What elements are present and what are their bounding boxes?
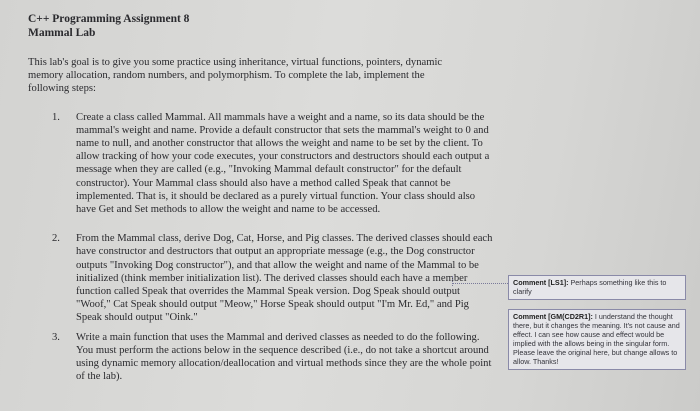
step-3-text: Write a main function that uses the Mammal and derived classes as needed to do the following. You must perform the actions below in the sequence described (i.e., do not take a shortcut around using dynamic memory allocation/deallocation and virtual methods since they are the whole point of the lab). <box>76 331 492 383</box>
step-2-number: 2. <box>52 233 60 245</box>
comment-ls1[interactable] <box>508 275 686 300</box>
step-2 <box>28 232 494 324</box>
comment-ls1-text: Perhaps something like this to clarify <box>513 278 667 296</box>
comment-gm-label: Comment [GM(CD2R1]: <box>513 312 593 321</box>
step-1 <box>28 111 494 217</box>
step-3-number: 3. <box>52 331 60 343</box>
comments-margin <box>508 275 686 370</box>
comment-leader-line <box>452 283 508 284</box>
step-3 <box>28 331 494 384</box>
steps-list <box>28 111 498 384</box>
document-body <box>28 12 498 383</box>
lab-title: Mammal Lab <box>28 27 96 39</box>
comment-gm-reply[interactable] <box>508 309 686 370</box>
comment-gm-text: I understand the thought there, but it changes the meaning. It's not cause and effect. I can see how cause and effect would be implied with the allows being in the singular form. Please leave the original here, but change allows to allow. Thanks! <box>513 312 680 366</box>
assignment-title: C++ Programming Assignment 8 <box>28 13 190 25</box>
comment-anchor-mark <box>452 276 453 286</box>
step-1-text: Create a class called Mammal. All mammals have a weight and a name, so its data should be the mammal's weight and name. Provide a default constructor that sets the mammal's weight to 0 and name to null, and another constructor that allows the weight and name to be set by the client. To allow tracking of how your code executes, your constructors and destructors should each output a message when they are called (e.g., "Invoking Mammal default constructor" for the default constructor). Your Mammal class should also have a method called Speak that cannot be implemented. That is, it should be declared as a purely virtual function. Your class should also have Get and Set methods to allow the weight and name to be accessed. <box>76 111 490 216</box>
intro-paragraph: This lab's goal is to give you some practice using inheritance, virtual functions, pointers, dynamic memory allocation, random numbers, and polymorphism. To complete the lab, implement the following steps: <box>28 57 443 95</box>
step-2-text: From the Mammal class, derive Dog, Cat, Horse, and Pig classes. The derived classes should each have constructor and destructors that output an appropriate message (e.g., the Dog constructor outputs "Invoking Dog constructor"), and that allow the weight and name of the Mammal to be initialized (think member initialization list). The derived classes should each have a member function called Speak that overrides the Mammal Speak version. Dog Speak should output "Woof," Cat Speak should output "Meow," Horse Speak should output "I'm Mr. Ed," and Pig Speak should output "Oink." <box>76 233 493 324</box>
comment-ls1-label: Comment [LS1]: <box>513 278 569 287</box>
step-1-number: 1. <box>52 111 60 123</box>
